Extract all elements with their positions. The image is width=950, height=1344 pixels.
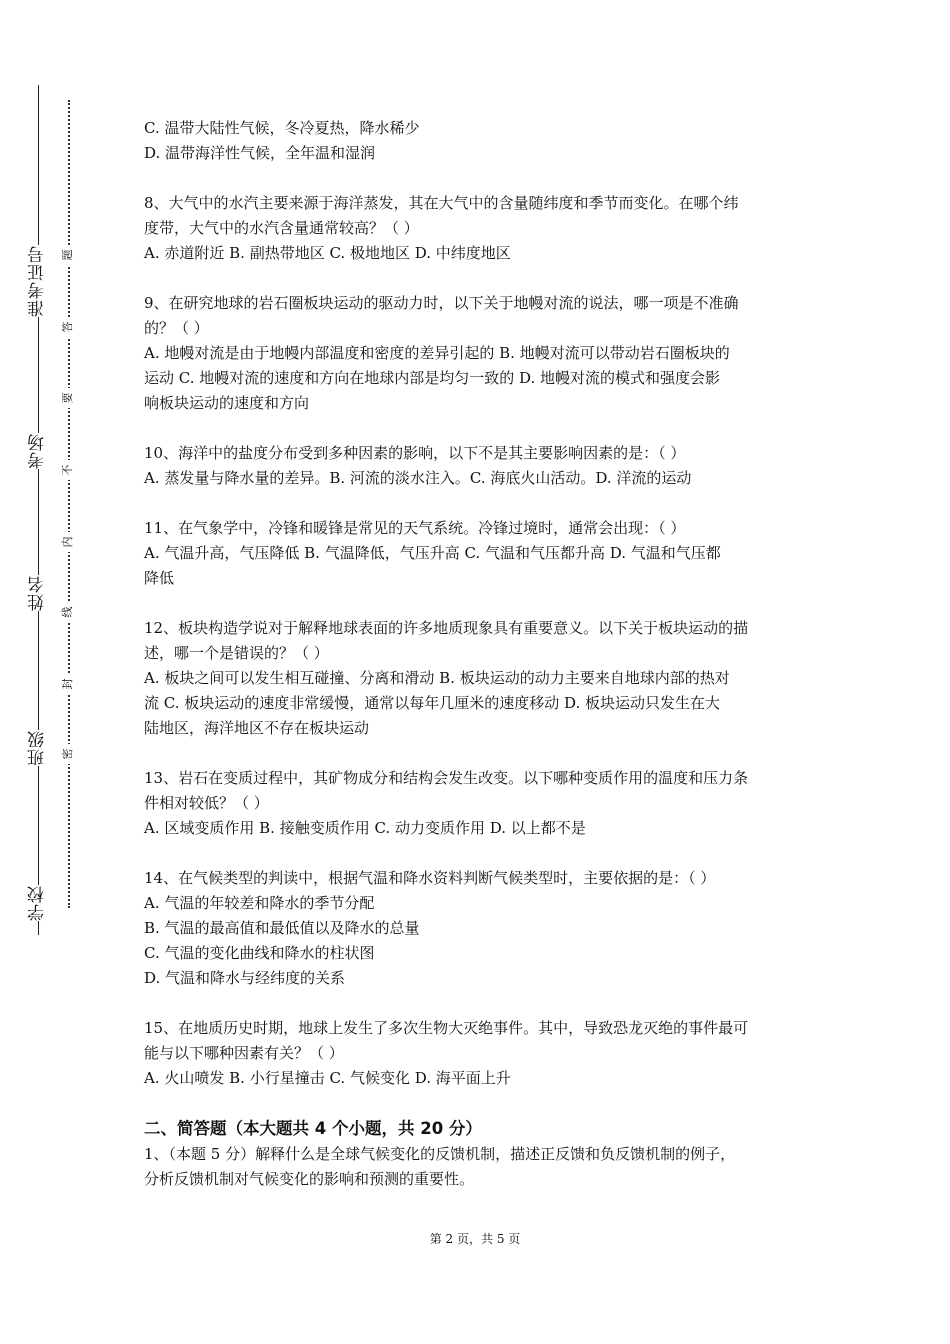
seal-char: 内 bbox=[59, 532, 77, 552]
label-name: 姓名 bbox=[22, 575, 54, 611]
option-line: A. 气温的年较差和降水的季节分配 bbox=[144, 894, 375, 912]
short-answer-question-1 bbox=[144, 1142, 812, 1192]
seal-dotted-line bbox=[68, 100, 70, 908]
option-line: D. 气温和降水与经纬度的关系 bbox=[144, 969, 346, 987]
option-line: A. 地幔对流是由于地幔内部温度和密度的差异引起的 B. 地幔对流可以带动岩石圈板块的 bbox=[144, 344, 730, 362]
label-school: 学校 bbox=[22, 885, 54, 921]
binding-margin bbox=[0, 0, 100, 1344]
question-stem: 10、海洋中的盐度分布受到多种因素的影响，以下不是其主要影响因素的是：（ ） bbox=[144, 444, 686, 462]
seal-char: 密 bbox=[59, 744, 77, 764]
option-line: 响板块运动的速度和方向 bbox=[144, 394, 310, 412]
question-stem: 9、在研究地球的岩石圈板块运动的驱动力时，以下关于地幔对流的说法，哪一项是不准确 bbox=[144, 294, 739, 312]
question-13 bbox=[144, 766, 812, 841]
question-stem: 14、在气候类型的判读中，根据气温和降水资料判断气候类型时，主要依据的是：（ ） bbox=[144, 869, 716, 887]
question-stem: 13、岩石在变质过程中，其矿物成分和结构会发生改变。以下哪种变质作用的温度和压力条 bbox=[144, 769, 749, 787]
question-12 bbox=[144, 616, 812, 741]
seal-char: 题 bbox=[59, 245, 77, 265]
option-line: 流 C. 板块运动的速度非常缓慢，通常以每年几厘米的速度移动 D. 板块运动只发生在大 bbox=[144, 694, 721, 712]
seal-char: 线 bbox=[59, 602, 77, 622]
option-line: C. 温带大陆性气候，冬冷夏热，降水稀少 bbox=[144, 119, 420, 137]
page-number: 第 2 页，共 5 页 bbox=[429, 1232, 521, 1246]
question-stem: 度带，大气中的水汽含量通常较高？（ ） bbox=[144, 219, 419, 237]
label-exam-room: 考场 bbox=[22, 433, 54, 469]
question-stem: 8、大气中的水汽主要来源于海洋蒸发，其在大气中的含量随纬度和季节而变化。在哪个纬 bbox=[144, 194, 739, 212]
question-11 bbox=[144, 516, 812, 591]
label-class: 班级 bbox=[22, 730, 54, 766]
question-14 bbox=[144, 866, 812, 991]
question-15 bbox=[144, 1016, 812, 1091]
binding-line bbox=[38, 85, 39, 935]
question-stem: 的？（ ） bbox=[144, 319, 209, 337]
question-stem: 能与以下哪种因素有关？（ ） bbox=[144, 1044, 344, 1062]
option-line: A. 赤道附近 B. 副热带地区 C. 极地地区 D. 中纬度地区 bbox=[144, 244, 511, 262]
option-line: A. 区域变质作用 B. 接触变质作用 C. 动力变质作用 D. 以上都不是 bbox=[144, 819, 586, 837]
question-9 bbox=[144, 291, 812, 416]
seal-char: 答 bbox=[59, 317, 77, 337]
question-8 bbox=[144, 191, 812, 266]
option-line: A. 板块之间可以发生相互碰撞、分离和滑动 B. 板块运动的动力主要来自地球内部的热对 bbox=[144, 669, 730, 687]
option-line: 运动 C. 地幔对流的速度和方向在地球内部是均匀一致的 D. 地幔对流的模式和强度会影 bbox=[144, 369, 721, 387]
option-line: A. 气温升高，气压降低 B. 气温降低，气压升高 C. 气温和气压都升高 D. 气温和气压都 bbox=[144, 544, 721, 562]
page-content bbox=[144, 116, 812, 1192]
question-stem: 件相对较低？（ ） bbox=[144, 794, 269, 812]
label-exam-number: 准考证号 bbox=[22, 245, 54, 317]
section-title: 二、简答题（本大题共 4 个小题，共 20 分） bbox=[144, 1119, 482, 1138]
option-line: A. 蒸发量与降水量的差异。B. 河流的淡水注入。C. 海底火山活动。D. 洋流的运动 bbox=[144, 469, 692, 487]
option-line: A. 火山喷发 B. 小行星撞击 C. 气候变化 D. 海平面上升 bbox=[144, 1069, 511, 1087]
question-stem: 15、在地质历史时期，地球上发生了多次生物大灭绝事件。其中，导致恐龙灭绝的事件最可 bbox=[144, 1019, 749, 1037]
seal-char: 不 bbox=[59, 460, 77, 480]
seal-char: 封 bbox=[59, 674, 77, 694]
question-7-continuation bbox=[144, 116, 812, 166]
option-line: B. 气温的最高值和最低值以及降水的总量 bbox=[144, 919, 420, 937]
seal-char: 要 bbox=[59, 388, 77, 408]
question-10 bbox=[144, 441, 812, 491]
option-line: C. 气温的变化曲线和降水的柱状图 bbox=[144, 944, 375, 962]
question-stem: 1、（本题 5 分）解释什么是全球气候变化的反馈机制，描述正反馈和负反馈机制的例子， bbox=[144, 1145, 736, 1163]
option-line: D. 温带海洋性气候，全年温和湿润 bbox=[144, 144, 376, 162]
question-stem: 11、在气象学中，冷锋和暖锋是常见的天气系统。冷锋过境时，通常会出现：（ ） bbox=[144, 519, 686, 537]
question-stem: 分析反馈机制对气候变化的影响和预测的重要性。 bbox=[144, 1170, 475, 1188]
option-line: 陆地区，海洋地区不存在板块运动 bbox=[144, 719, 370, 737]
question-stem: 述，哪一个是错误的？（ ） bbox=[144, 644, 329, 662]
question-stem: 12、板块构造学说对于解释地球表面的许多地质现象具有重要意义。以下关于板块运动的描 bbox=[144, 619, 749, 637]
option-line: 降低 bbox=[144, 569, 175, 587]
